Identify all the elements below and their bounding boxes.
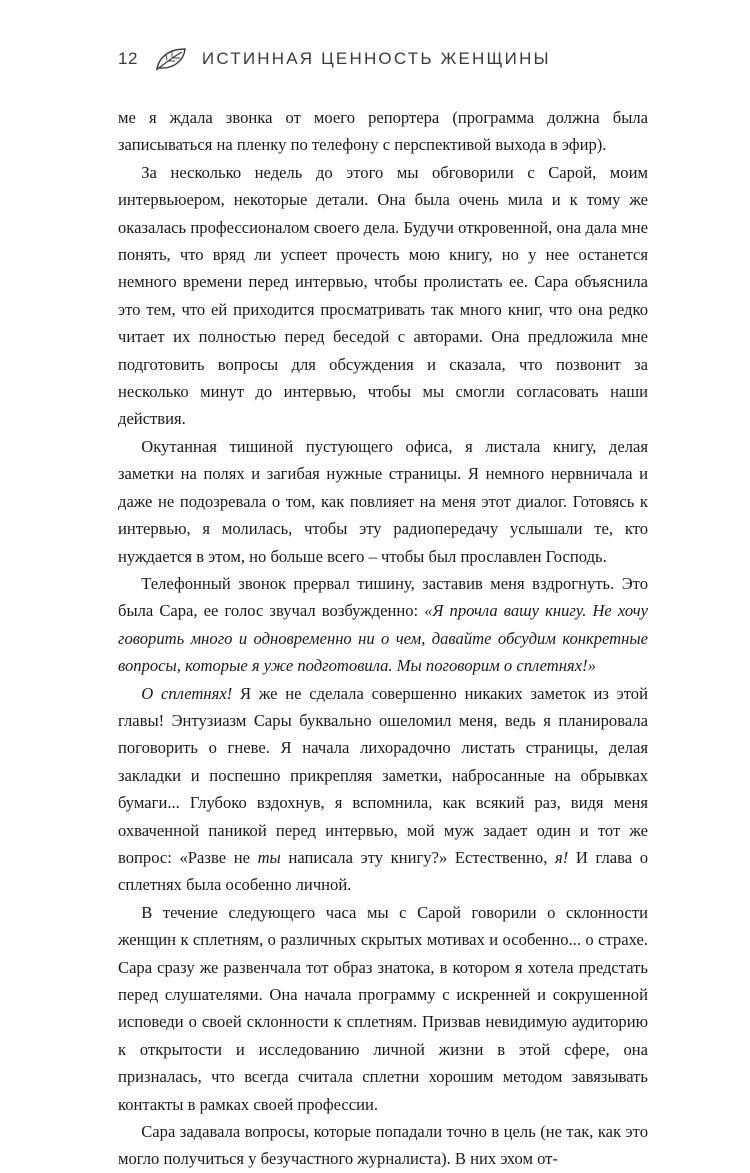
gossip-exclamation: О сплетнях! — [141, 683, 233, 703]
paragraph-5 — [118, 680, 648, 899]
paragraph-5-text-c: И глава о сплетнях была особенно личной. — [118, 847, 648, 895]
emphasis-you: ты — [257, 847, 281, 867]
paragraph-4 — [118, 570, 648, 680]
paragraph-5-text-b: написала эту книгу?» Естественно, — [280, 847, 555, 867]
paragraph-3: Окутанная тишиной пустующего офиса, я листала книгу, делая заметки на полях и загибая нужные страницы. Я немного нервничала и даже не подозревала о том, как повлияет на меня этот диалог. Готовясь к интервью, я молилась, чтобы эту радиопередачу услышали те, кто нуждается в этом, но больше всего – чтобы был прославлен Господь. — [118, 436, 648, 566]
emphasis-me: я! — [554, 847, 569, 867]
paragraph-1: ме я ждала звонка от моего репортера (программа должна была записываться на пленку по телефону с перспективой выхода в эфир). — [118, 108, 648, 155]
paragraph-4-text: Телефонный звонок прервал тишину, заставив меня вздрогнуть. Это была Сара, ее голос звучал возбужденно: — [118, 573, 648, 621]
body-text — [118, 104, 648, 1173]
leaf-icon — [154, 46, 188, 72]
sarah-quote: «Я прочла вашу книгу. Не хочу говорить много и одновременно ни о чем, давайте обсудим конкретные вопросы, которые я уже подготовила. Мы поговорим о сплетнях!» — [118, 601, 648, 676]
paragraph-6: В течение следующего часа мы с Сарой говорили о склонности женщин к сплетням, о различных скрытых мотивах и особенно... о страхе. Сара сразу же развенчала тот образ знатока, в котором я хотела предстать перед слушателями. Она начала программу с искренней и сокрушенной исповеди о своей склонности к сплетням. Призвав невидимую аудиторию к открытости и исследованию личной жизни в этой сфере, она призналась, что всегда считала сплетни хорошим методом завязывать контакты в рамках своей профессии. — [118, 902, 648, 1114]
running-head — [118, 42, 690, 76]
page-number: 12 — [118, 49, 138, 68]
paragraph-2: За несколько недель до этого мы обговорили с Сарой, моим интервьюером, некоторые детали. Она была очень мила и к тому же оказалась профессионалом своего дела. Будучи откровенной, она дала мне понять, что вряд ли успеет прочесть мою книгу, но у нее останется немного времени перед интервью, чтобы пролистать ее. Сара объяснила это тем, что ей приходится просматривать так много книг, что она редко читает их полностью перед беседой с авторами. Она предложила мне подготовить вопросы для обсуждения и сказала, что позвонит за несколько минут до интервью, чтобы мы смогли согласовать наши действия. — [118, 162, 648, 429]
paragraph-5-text-a: Я же не сделала совершенно никаких заметок из этой главы! Энтузиазм Сары буквально ошеломил меня, ведь я планировала поговорить о гневе. Я начала лихорадочно листать страницы, делая закладки и поспешно прикрепляя заметки, набросанные на обрывках бумаги... Глубоко вздохнув, я вспомнила, как всякий раз, видя меня охваченной паникой перед интервью, мой муж задает один и тот же вопрос: «Разве не — [118, 683, 648, 867]
paragraph-7: Сара задавала вопросы, которые попадали точно в цель (не так, как это могло получиться у безучастного журналиста). В них эхом от- — [118, 1122, 648, 1169]
running-title: ИСТИННАЯ ЦЕННОСТЬ ЖЕНЩИНЫ — [201, 49, 551, 68]
